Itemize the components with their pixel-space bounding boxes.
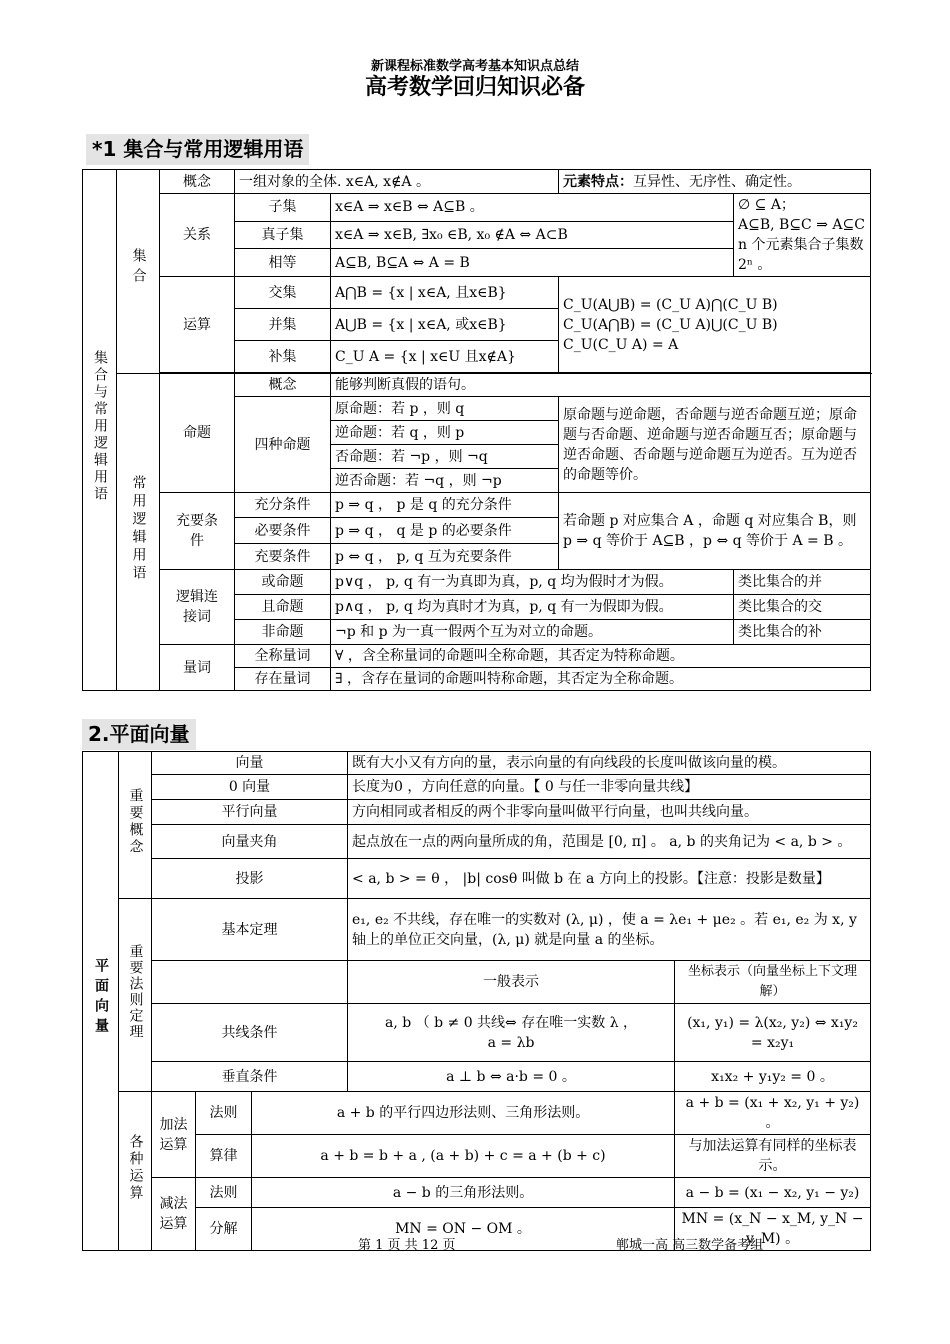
existential-text: ∃ ，含存在量词的命题叫特称命题，其否定为全称命题。 [331, 668, 871, 691]
projection-text: < a, b > = θ ， |b| cosθ 叫做 b 在 a 方向上的投影。【注意：投影是数量】 [348, 859, 871, 899]
converse-proposition: 逆命题：若 q ，则 p [331, 421, 559, 445]
complement-text: C_U A = {x | x∈U 且x∉A} [331, 341, 559, 373]
four-kinds-label: 四种命题 [235, 397, 331, 493]
universal-label: 全称量词 [235, 645, 331, 668]
not-text: ¬p 和 p 为一真一假两个互为对立的命题。 [331, 620, 734, 645]
row-label-connectives: 逻辑连接词 [160, 570, 235, 645]
intersection-label: 交集 [235, 277, 331, 309]
collinear-coord: (x₁, y₁) = λ(x₂, y₂) ⇔ x₁y₂ = x₂y₁ [675, 1004, 871, 1062]
contrapositive-proposition: 逆否命题：若 ¬q ，则 ¬p [331, 469, 559, 493]
row-label-operation: 运算 [160, 277, 235, 373]
basic-theorem-text: e₁, e₂ 不共线，存在唯一的实数对 (λ, μ) ，使 a = λe₁ + μe₂ 。若 e₁, e₂ 为 x, y 轴上的单位正交向量，(λ, μ) 就是向量 a 的坐标。 [348, 899, 871, 961]
not-label: 非命题 [235, 620, 331, 645]
basic-theorem-label: 基本定理 [152, 899, 348, 961]
coord-form-header: 坐标表示（向量坐标上下文理解） [675, 961, 871, 1004]
subset-text: x∈A ⇒ x∈B ⇔ A⊆B 。 [331, 194, 734, 222]
document-title: 高考数学回归知识必备 [364, 75, 585, 100]
both-text: p ⇔ q ， p, q 互为充要条件 [331, 544, 559, 570]
addition-law-coord: 与加法运算有同样的坐标表示。 [675, 1135, 871, 1178]
necessary-text: p ⇒ q ， q 是 p 的必要条件 [331, 518, 559, 544]
projection-label: 投影 [152, 859, 348, 899]
relation-notes: ∅ ⊆ A； A⊆B, B⊆C ⇒ A⊆C n 个元素集合子集数 2ⁿ 。 [734, 194, 871, 277]
addition-label: 加法运算 [152, 1092, 196, 1178]
collinear-general: a, b （ b ≠ 0 共线⇔ 存在唯一实数 λ ， a = λb [348, 1004, 675, 1062]
both-label: 充要条件 [235, 544, 331, 570]
zero-vector-label: 0 向量 [152, 775, 348, 800]
equal-label: 相等 [235, 249, 331, 277]
vector-label: 向量 [152, 752, 348, 775]
proper-subset-label: 真子集 [235, 221, 331, 249]
vector-text: 既有大小又有方向的量，表示向量的有向线段的长度叫做该向量的模。 [348, 752, 871, 775]
or-text: p∨q ， p, q 有一为真即为真，p, q 均为假时才为假。 [331, 570, 734, 595]
element-feature: 元素特点：互异性、无序性、确定性。 [559, 170, 871, 194]
or-note: 类比集合的并 [734, 570, 871, 595]
proper-subset-text: x∈A ⇒ x∈B, ∃x₀ ∈B, x₀ ∉A ⇔ A⊂B [331, 221, 734, 249]
category-concepts: 重要概念 [119, 752, 152, 899]
main-category-set-logic: 集合与常用逻辑用语 [83, 170, 117, 691]
section-1-title: *1 集合与常用逻辑用语 [86, 134, 309, 165]
page-number: 第 1 页 共 12 页 [358, 1238, 456, 1253]
or-label: 或命题 [235, 570, 331, 595]
and-text: p∧q ， p, q 均为真时才为真，p, q 有一为假即为假。 [331, 595, 734, 620]
decompose-text: MN = ON − OM 。 [252, 1208, 675, 1251]
subtraction-label: 减法运算 [152, 1178, 196, 1251]
general-form-header: 一般表示 [348, 961, 675, 1004]
addition-law-label: 算律 [196, 1135, 252, 1178]
footer-org: 郸城一高 高三数学备考组 [616, 1238, 764, 1253]
prop-concept-text: 能够判断真假的语句。 [331, 374, 871, 397]
subtraction-rule: a − b 的三角形法则。 [252, 1178, 675, 1208]
collinear-label: 共线条件 [152, 1004, 348, 1062]
union-label: 并集 [235, 309, 331, 341]
subset-label: 子集 [235, 194, 331, 222]
zero-vector-text: 长度为0 ，方向任意的向量。【 0 与任一非零向量共线】 [348, 775, 871, 800]
addition-rule: a + b 的平行四边形法则、三角形法则。 [252, 1092, 675, 1135]
sufficient-label: 充分条件 [235, 493, 331, 518]
condition-note: 若命题 p 对应集合 A ，命题 q 对应集合 B，则 p ⇒ q 等价于 A⊆B ，p ⇔ q 等价于 A = B 。 [559, 493, 871, 570]
union-text: A⋃B = {x | x∈A, 或x∈B} [331, 309, 559, 341]
category-set: 集合 [117, 170, 160, 374]
operation-notes: C_U(A⋃B) = (C_U A)⋂(C_U B) C_U(A⋂B) = (C_U A)⋃(C_U B) C_U(C_U A) = A [559, 277, 871, 373]
perpendicular-general: a ⊥ b ⇔ a·b = 0 。 [348, 1062, 675, 1092]
addition-rule-label: 法则 [196, 1092, 252, 1135]
prop-concept-label: 概念 [235, 374, 331, 397]
main-category-vector: 平面向量 [83, 752, 119, 1251]
not-note: 类比集合的补 [734, 620, 871, 645]
perpendicular-coord: x₁x₂ + y₁y₂ = 0 。 [675, 1062, 871, 1092]
necessary-label: 必要条件 [235, 518, 331, 544]
angle-label: 向量夹角 [152, 825, 348, 859]
four-kinds-note: 原命题与逆命题，否命题与逆否命题互逆；原命题与否命题、逆命题与逆否命题互否；原命题与逆否命题、否命题与逆命题互为逆否。互为逆否的命题等价。 [559, 397, 871, 493]
row-label-conditions: 充要条件 [160, 493, 235, 570]
parallel-text: 方向相同或者相反的两个非零向量叫做平行向量，也叫共线向量。 [348, 800, 871, 825]
document-subtitle: 新课程标准数学高考基本知识点总结 [370, 59, 579, 74]
universal-text: ∀ ，含全称量词的命题叫全称命题，其否定为特称命题。 [331, 645, 871, 668]
decompose-label: 分解 [196, 1208, 252, 1251]
intersection-text: A⋂B = {x | x∈A, 且x∈B} [331, 277, 559, 309]
inverse-proposition: 否命题：若 ¬p ，则 ¬q [331, 445, 559, 469]
row-label-relation: 关系 [160, 194, 235, 277]
complement-label: 补集 [235, 341, 331, 373]
and-note: 类比集合的交 [734, 595, 871, 620]
theorem-header-blank [152, 961, 348, 1004]
row-label-concept: 概念 [160, 170, 235, 194]
subtraction-rule-label: 法则 [196, 1178, 252, 1208]
row-label-proposition: 命题 [160, 374, 235, 493]
addition-rule-coord: a + b = (x₁ + x₂, y₁ + y₂) 。 [675, 1092, 871, 1135]
perpendicular-label: 垂直条件 [152, 1062, 348, 1092]
category-theorems: 重要法则定理 [119, 899, 152, 1092]
existential-label: 存在量词 [235, 668, 331, 691]
category-operations: 各种运算 [119, 1092, 152, 1251]
section-2-title: 2.平面向量 [82, 719, 196, 750]
sufficient-text: p ⇒ q ， p 是 q 的充分条件 [331, 493, 559, 518]
section-2-table [82, 751, 871, 1251]
section-1-table [82, 169, 871, 691]
subtraction-rule-coord: a − b = (x₁ − x₂, y₁ − y₂) [675, 1178, 871, 1208]
concept-text: 一组对象的全体. x∈A, x∉A 。 [235, 170, 559, 194]
equal-text: A⊆B, B⊆A ⇔ A = B [331, 249, 734, 277]
original-proposition: 原命题：若 p ，则 q [331, 397, 559, 421]
parallel-label: 平行向量 [152, 800, 348, 825]
angle-text: 起点放在一点的两向量所成的角，范围是 [0, π] 。 a, b 的夹角记为 < a, b > 。 [348, 825, 871, 859]
decompose-coord: MN = (x_N − x_M, y_N − y_M) 。 [675, 1208, 871, 1251]
and-label: 且命题 [235, 595, 331, 620]
addition-law: a + b = b + a , (a + b) + c = a + (b + c) [252, 1135, 675, 1178]
category-logic: 常用逻辑用语 [117, 374, 160, 691]
row-label-quantifier: 量词 [160, 645, 235, 691]
